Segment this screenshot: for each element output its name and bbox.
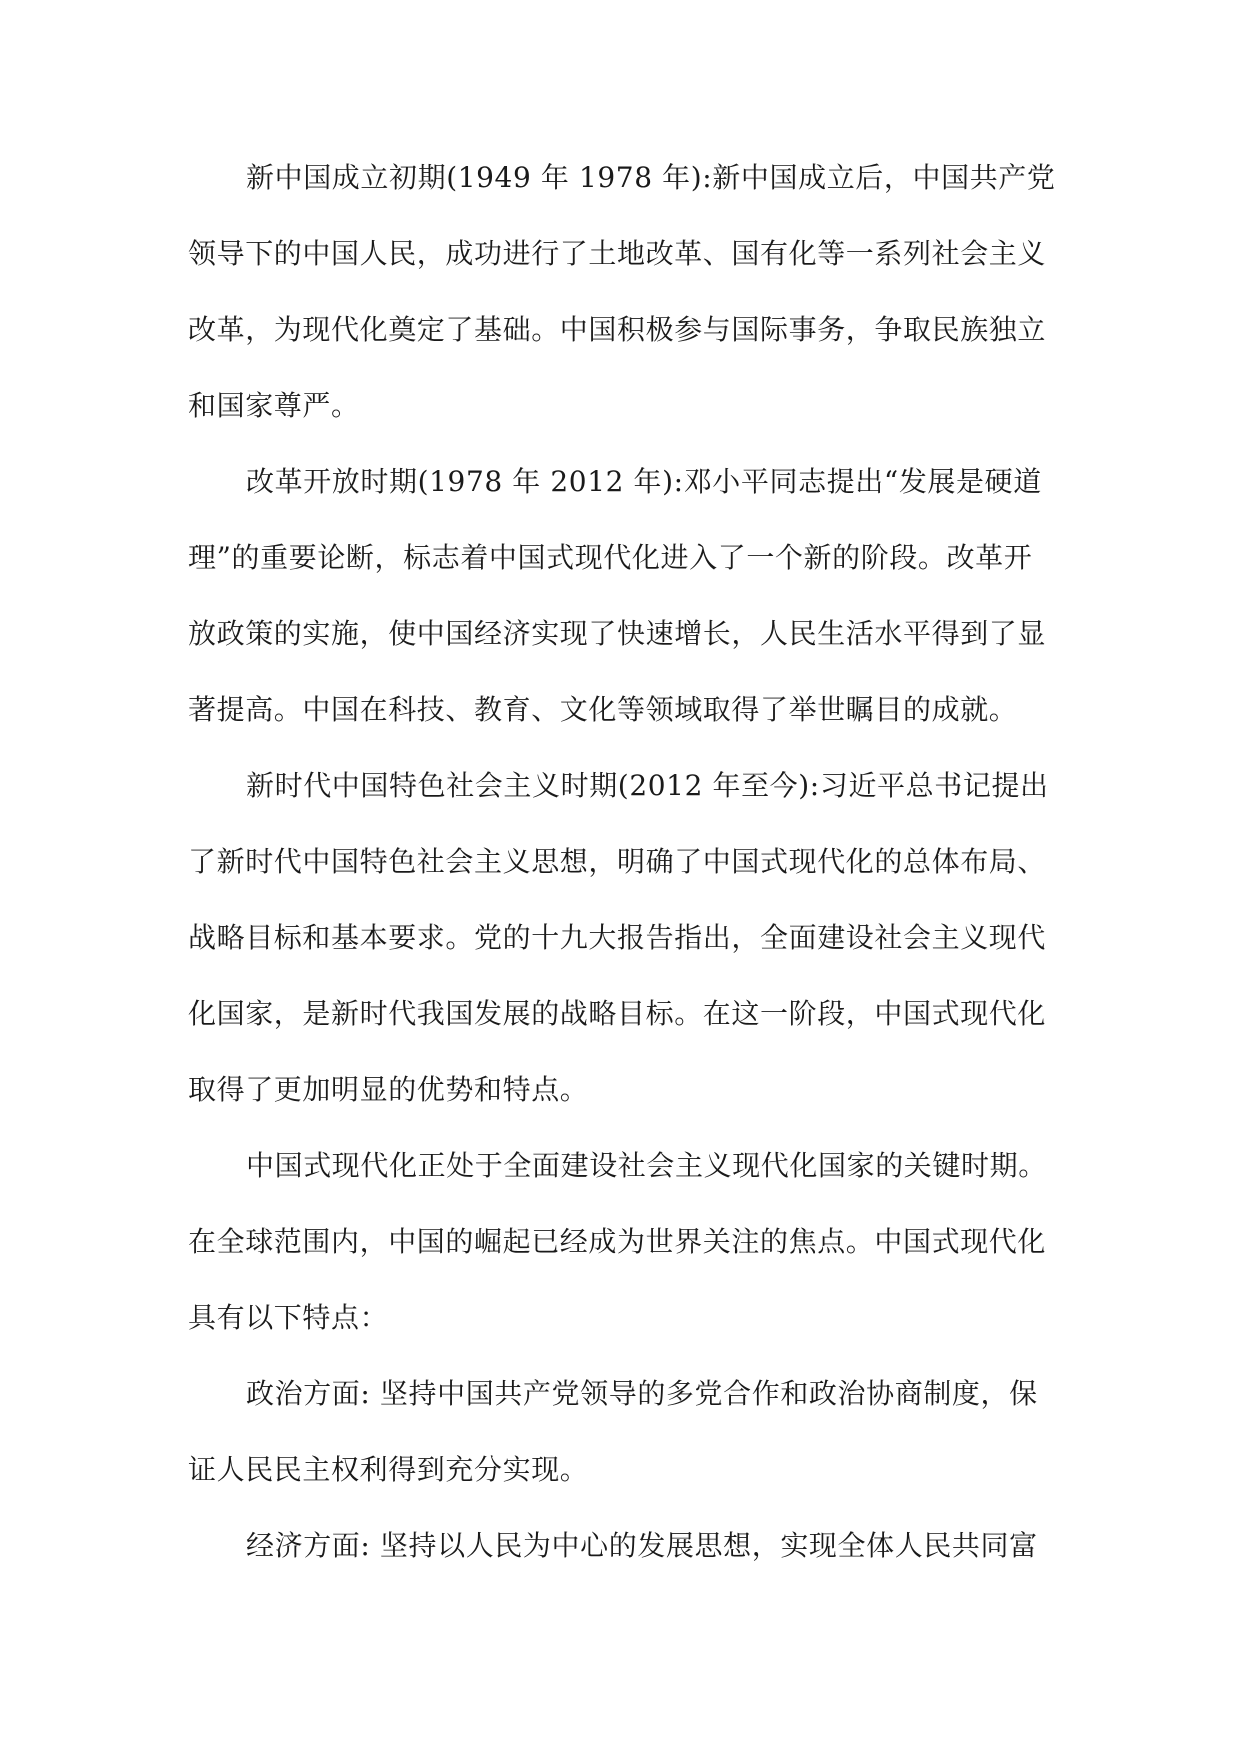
text-line: 具有以下特点： xyxy=(188,1301,389,1334)
text-line: 战略目标和基本要求。党的十九大报告指出，全面建设社会主义现代 xyxy=(188,921,1047,954)
text-line: 在全球范围内，中国的崛起已经成为世界关注的焦点。中国式现代化 xyxy=(188,1225,1047,1258)
text-line: 了新时代中国特色社会主义思想，明确了中国式现代化的总体布局、 xyxy=(188,845,1047,878)
text-line: 放政策的实施，使中国经济实现了快速增长，人民生活水平得到了显 xyxy=(188,617,1047,650)
paragraph-economic-aspect xyxy=(188,1508,1058,1584)
text-line: 著提高。中国在科技、教育、文化等领域取得了举世瞩目的成就。 xyxy=(188,693,1018,726)
text-line: 取得了更加明显的优势和特点。 xyxy=(188,1073,589,1106)
paragraph-characteristics-intro xyxy=(188,1128,1058,1356)
paragraph-founding-period xyxy=(188,140,1058,444)
text-line: 新中国成立初期(1949 年 1978 年):新中国成立后，中国共产党 xyxy=(246,161,1056,194)
text-line: 理”的重要论断，标志着中国式现代化进入了一个新的阶段。改革开 xyxy=(188,541,1033,574)
text-line: 新时代中国特色社会主义时期(2012 年至今):习近平总书记提出 xyxy=(246,769,1049,802)
paragraph-new-era-period xyxy=(188,748,1058,1128)
text-line: 经济方面: 坚持以人民为中心的发展思想，实现全体人民共同富 xyxy=(246,1529,1038,1562)
paragraph-reform-period xyxy=(188,444,1058,748)
text-line: 和国家尊严。 xyxy=(188,389,360,422)
text-line: 改革开放时期(1978 年 2012 年):邓小平同志提出“发展是硬道 xyxy=(246,465,1042,498)
text-line: 化国家，是新时代我国发展的战略目标。在这一阶段，中国式现代化 xyxy=(188,997,1047,1030)
text-line: 证人民民主权利得到充分实现。 xyxy=(188,1453,589,1486)
text-line: 领导下的中国人民，成功进行了土地改革、国有化等一系列社会主义 xyxy=(188,237,1047,270)
text-line: 中国式现代化正处于全面建设社会主义现代化国家的关键时期。 xyxy=(246,1149,1047,1182)
text-line: 改革，为现代化奠定了基础。中国积极参与国际事务，争取民族独立 xyxy=(188,313,1047,346)
text-line: 政治方面: 坚持中国共产党领导的多党合作和政治协商制度，保 xyxy=(246,1377,1038,1410)
paragraph-political-aspect xyxy=(188,1356,1058,1508)
document-body xyxy=(188,140,1058,1584)
